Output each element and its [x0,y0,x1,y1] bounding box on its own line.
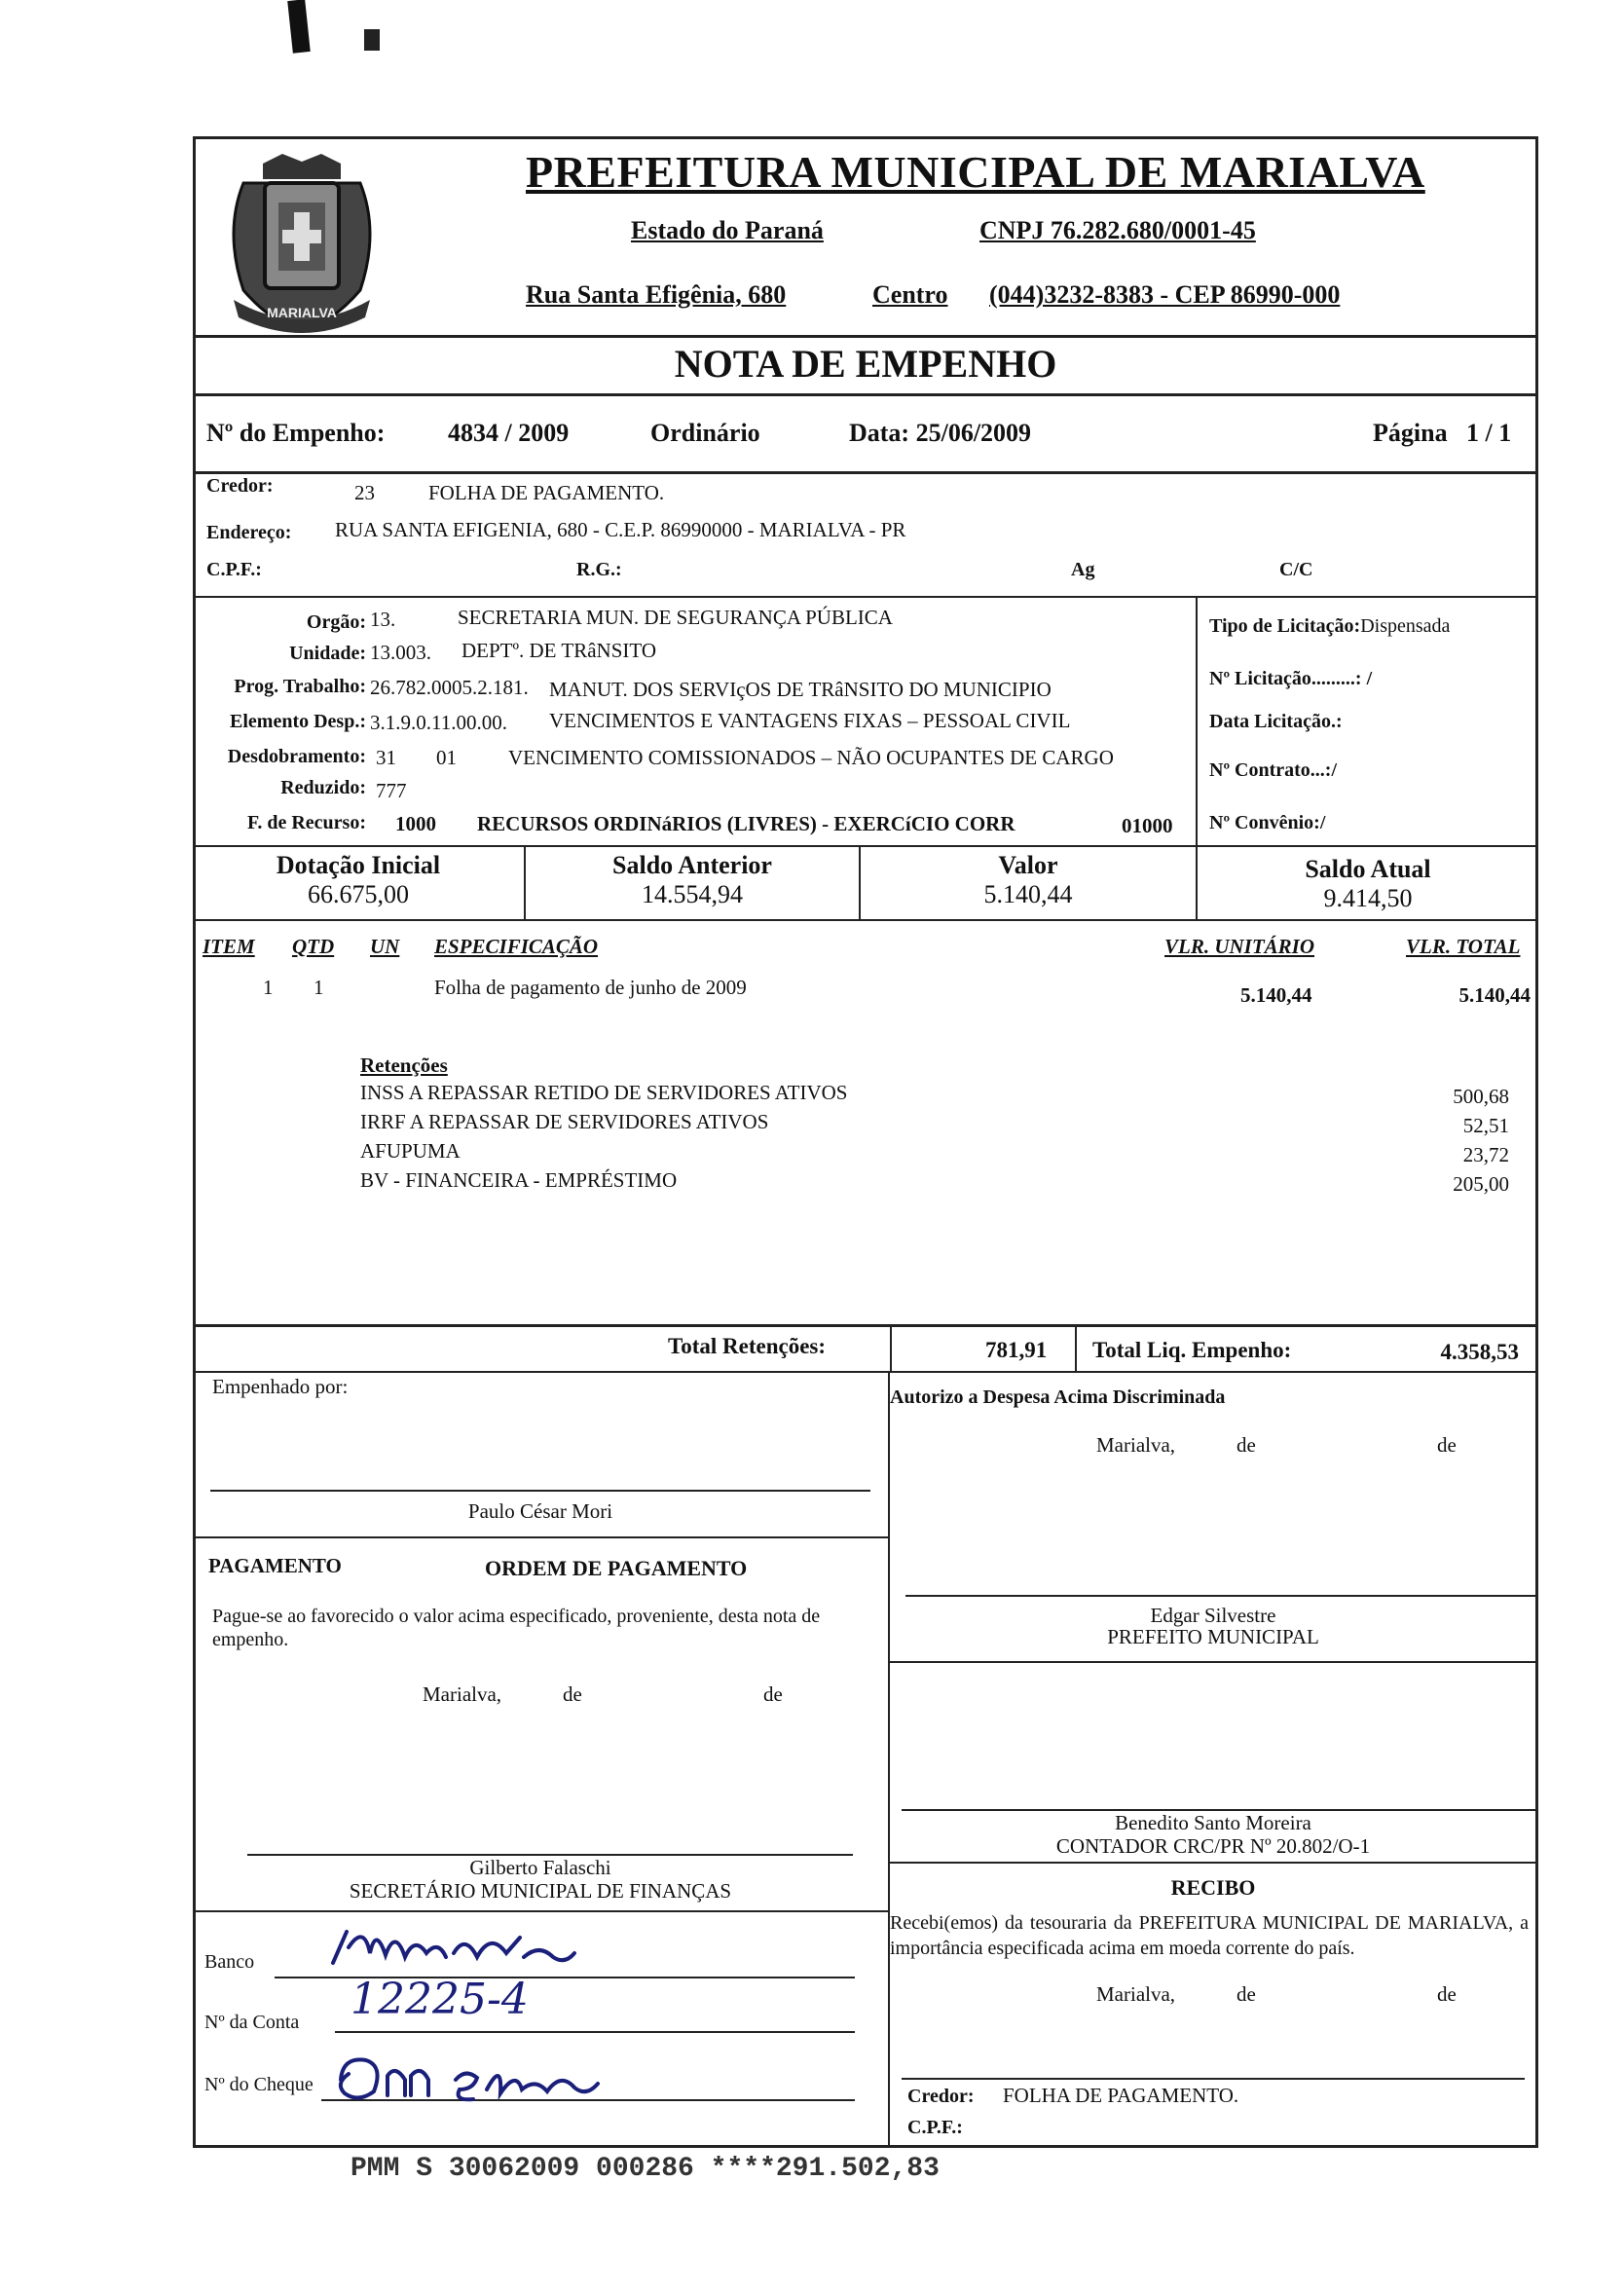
retencao-row: IRRF A REPASSAR DE SERVIDORES ATIVOS [360,1110,769,1133]
col-qtd: QTD [292,935,335,958]
unidade-value: DEPTº. DE TRâNSITO [461,639,656,662]
total-retencoes-value: 781,91 [985,1338,1048,1362]
total-liquido-label: Total Liq. Empenho: [1092,1338,1292,1362]
desdobramento-label: Desdobramento: [227,746,366,767]
pague-place: Marialva, [423,1682,502,1706]
prefeitura-title: PREFEITURA MUNICIPAL DE MARIALVA [526,147,1425,197]
col-item: ITEM [203,935,255,958]
document-title: NOTA DE EMPENHO [674,342,1057,386]
retencao-value: 23,72 [1462,1143,1509,1166]
scan-mark [287,0,311,54]
ag-label: Ag [1071,559,1095,580]
conta-label: Nº da Conta [204,2012,300,2033]
credor-label: Credor: [206,475,274,497]
orgao-code: 13. [370,608,396,631]
conta-value: 12225-4 [351,1975,529,2024]
pague-de2: de [763,1682,783,1706]
cpf-label: C.P.F.: [206,559,262,580]
secretario-signature: Gilberto Falaschi SECRETÁRIO MUNICIPAL DE FINANÇAS [349,1856,732,1903]
saldo-anterior: Saldo Anterior 14.554,94 [612,851,772,908]
valor: Valor 5.140,44 [983,851,1073,908]
saldo-atual: Saldo Atual 9.414,50 [1305,855,1431,912]
endereco-value: RUA SANTA EFIGENIA, 680 - C.E.P. 86990000 - MARIALVA - PR [335,518,906,541]
phone-cep-label: (044)3232-8383 - CEP 86990-000 [989,280,1341,309]
empenhado-label: Empenhado por: [212,1375,349,1398]
item-qtd: 1 [314,976,324,999]
recibo-de1: de [1236,1982,1256,2006]
desdobramento-code1: 31 [376,746,396,769]
unidade-code: 13.003. [370,641,431,664]
recurso-code: 1000 [395,812,436,835]
cheque-handwriting [331,2051,604,2107]
empenhado-name: Paulo César Mori [467,1499,613,1523]
recibo-title: RECIBO [1170,1875,1256,1900]
pagamento-label: PAGAMENTO [208,1554,342,1577]
recibo-place: Marialva, [1096,1982,1176,2006]
col-un: UN [370,935,400,958]
autorizo-label: Autorizo a Despesa Acima Discriminada [890,1386,1226,1408]
endereco-label: Endereço: [206,522,292,543]
recibo-cpf-label: C.P.F.: [907,2117,963,2138]
col-especificacao: ESPECIFICAÇÃO [434,935,599,958]
banco-label: Banco [204,1951,255,1973]
total-liquido-value: 4.358,53 [1440,1340,1519,1364]
numero-convenio: Nº Convênio:/ [1209,812,1326,833]
item-especificacao: Folha de pagamento de junho de 2009 [434,976,747,999]
item-vlr-unitario: 5.140,44 [1240,983,1312,1007]
dotacao-inicial: Dotação Inicial 66.675,00 [276,851,441,908]
unidade-label: Unidade: [289,643,366,664]
reduzido-value: 777 [376,779,407,802]
state-label: Estado do Paraná [631,216,824,244]
cc-label: C/C [1279,559,1313,580]
cheque-label: Nº do Cheque [204,2074,314,2095]
pague-de1: de [563,1682,582,1706]
prog-label: Prog. Trabalho: [234,676,366,697]
elemento-label: Elemento Desp.: [230,711,366,732]
retencao-row: AFUPUMA [360,1139,461,1163]
autorizo-de2: de [1437,1433,1457,1457]
autorizo-place: Marialva, [1096,1433,1176,1457]
empenho-date: Data: 25/06/2009 [849,419,1032,447]
col-vlr-total: VLR. TOTAL [1406,935,1521,958]
retencoes-title: Retenções [360,1054,448,1077]
desdobramento-code2: 01 [436,746,457,769]
recibo-credor-value: FOLHA DE PAGAMENTO. [1003,2084,1239,2107]
numero-licitacao: Nº Licitação.........: / [1209,668,1373,689]
autorizo-de1: de [1236,1433,1256,1457]
cnpj-label: CNPJ 76.282.680/0001-45 [979,216,1256,244]
orgao-label: Orgão: [306,611,366,633]
item-number: 1 [263,976,274,999]
numero-contrato: Nº Contrato...:/ [1209,759,1338,781]
page-number: 1 / 1 [1466,419,1512,447]
authentication-stamp: PMM S 30062009 000286 ****291.502,83 [351,2154,940,2184]
ordem-pagamento-label: ORDEM DE PAGAMENTO [485,1556,748,1580]
recurso-value: RECURSOS ORDINáRIOS (LIVRES) - EXERCíCIO CORR [477,812,1015,835]
credor-name: FOLHA DE PAGAMENTO. [428,481,665,504]
data-licitacao: Data Licitação.: [1209,711,1343,732]
retencao-row: BV - FINANCEIRA - EMPRÉSTIMO [360,1168,678,1192]
retencao-row: INSS A REPASSAR RETIDO DE SERVIDORES ATIVOS [360,1081,848,1104]
prog-code: 26.782.0005.2.181. [370,676,529,699]
empenho-number: 4834 / 2009 [448,419,570,447]
retencao-value: 205,00 [1453,1172,1509,1196]
elemento-code: 3.1.9.0.11.00.00. [370,711,507,734]
recibo-credor-label: Credor: [907,2086,975,2107]
scan-mark [364,29,380,51]
pague-text: Pague-se ao favorecido o valor acima especificado, proveniente, desta nota de empenho. [212,1606,821,1650]
rg-label: R.G.: [576,559,622,580]
recibo-de2: de [1437,1982,1457,2006]
total-retencoes-label: Total Retenções: [668,1334,827,1358]
recurso-code2: 01000 [1122,814,1173,837]
desdobramento-value: VENCIMENTO COMISSIONADOS – NÃO OCUPANTES DE CARGO [508,746,1114,769]
retencao-value: 52,51 [1462,1114,1509,1137]
prog-value: MANUT. DOS SERVIçOS DE TRâNSITO DO MUNICIPIO [549,678,1052,701]
prefeito-signature: Edgar Silvestre PREFEITO MUNICIPAL [1107,1604,1319,1648]
district-label: Centro [872,280,948,309]
elemento-value: VENCIMENTOS E VANTAGENS FIXAS – PESSOAL CIVIL [549,709,1071,732]
svg-text:MARIALVA: MARIALVA [267,305,337,320]
item-vlr-total: 5.140,44 [1458,983,1531,1007]
empenho-type: Ordinário [650,419,760,447]
address-label: Rua Santa Efigênia, 680 [526,280,787,309]
banco-handwriting [325,1914,578,1978]
page-label: Página [1373,419,1448,447]
recurso-label: F. de Recurso: [246,812,366,833]
reduzido-label: Reduzido: [280,777,366,798]
orgao-value: SECRETARIA MUN. DE SEGURANÇA PÚBLICA [458,606,893,629]
recibo-text: Recebi(emos) da tesouraria da PREFEITURA MUNICIPAL DE MARIALVA, a importância especificada acima em moeda corrente do país. [890,1912,1529,1959]
municipal-crest-icon [204,144,399,339]
col-vlr-unitario: VLR. UNITÁRIO [1164,935,1315,958]
contador-signature: Benedito Santo Moreira CONTADOR CRC/PR Nº 20.802/O-1 [1055,1811,1371,1858]
credor-code: 23 [354,481,375,504]
tipo-licitacao: Tipo de Licitação:Dispensada [1209,615,1451,637]
empenho-number-label: Nº do Empenho: [206,419,386,447]
retencao-value: 500,68 [1453,1085,1509,1108]
